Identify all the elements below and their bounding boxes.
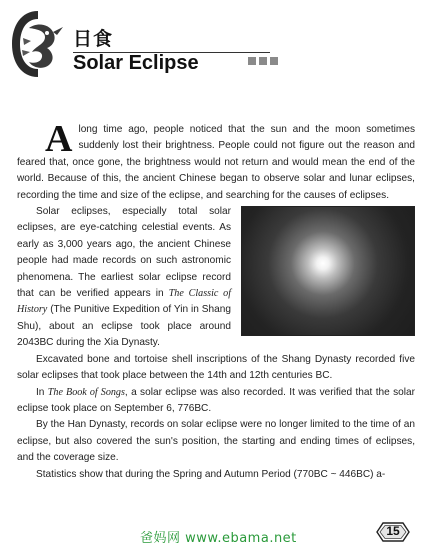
page-number: 15: [386, 524, 400, 538]
chapter-title-english: Solar Eclipse: [73, 52, 199, 74]
ornament-square: [259, 57, 267, 65]
chapter-title-chinese: 日食: [73, 28, 114, 50]
paragraph-2: [17, 204, 415, 352]
paragraph-2-text-b: (The Punitive Expedition of Yin in Shang Shu), about an eclipse took place around 2043BC during the Xia Dynasty.: [17, 304, 231, 349]
dragon-emblem-icon: [9, 8, 67, 80]
paragraph-5: By the Han Dynasty, records on solar eclipse were no longer limited to the time of an eclipse, but also covered the sun's position, the starting and ending times of eclipses, and the coverage size.: [17, 419, 415, 464]
paragraph-3: Excavated bone and tortoise shell inscriptions of the Shang Dynasty recorded five solar eclipses that took place between the 14th and 12th centuries BC.: [17, 353, 415, 382]
solar-eclipse-photo: [241, 206, 415, 336]
ornament-square: [248, 57, 256, 65]
paragraph-2-text-a: Solar eclipses, especially total solar eclipses, are eye-catching celestial events. As early as 3,000 years ago, the ancient Chinese people had made records on such astronomic phenomena. The earliest solar eclipse record that can be verified appears in: [17, 206, 231, 300]
article-body: [17, 118, 415, 483]
drop-cap: A: [45, 118, 73, 160]
paragraph-1: [17, 118, 415, 204]
watermark-site-link[interactable]: 爸妈网 www.ebama.net: [140, 531, 297, 546]
book-title-book-of-songs: The Book of Songs: [47, 386, 125, 398]
paragraph-4: [17, 385, 415, 418]
paragraph-4-text-b: , a solar eclipse was also recorded. It was verified that the solar eclipse took place on September 6, 776BC.: [17, 386, 415, 414]
title-ornament: [248, 57, 278, 65]
paragraph-1-text: long time ago, people noticed that the sun and the moon sometimes suddenly lost their brightness. People could not figure out the reason and feared that, once gone, the brightness would not return and would mean the end of the world. Because of this, the ancient Chinese began to observe solar and lunar eclipses, recording the time and size of the eclipse, and searching for the causes of eclipses.: [17, 124, 415, 201]
paragraph-6: Statistics show that during the Spring and Autumn Period (770BC ~ 446BC) a-: [36, 468, 386, 480]
ornament-square: [270, 57, 278, 65]
paragraph-4-text-a: In: [36, 386, 48, 398]
book-title-classic-of-history: The Classic of History: [17, 288, 231, 316]
